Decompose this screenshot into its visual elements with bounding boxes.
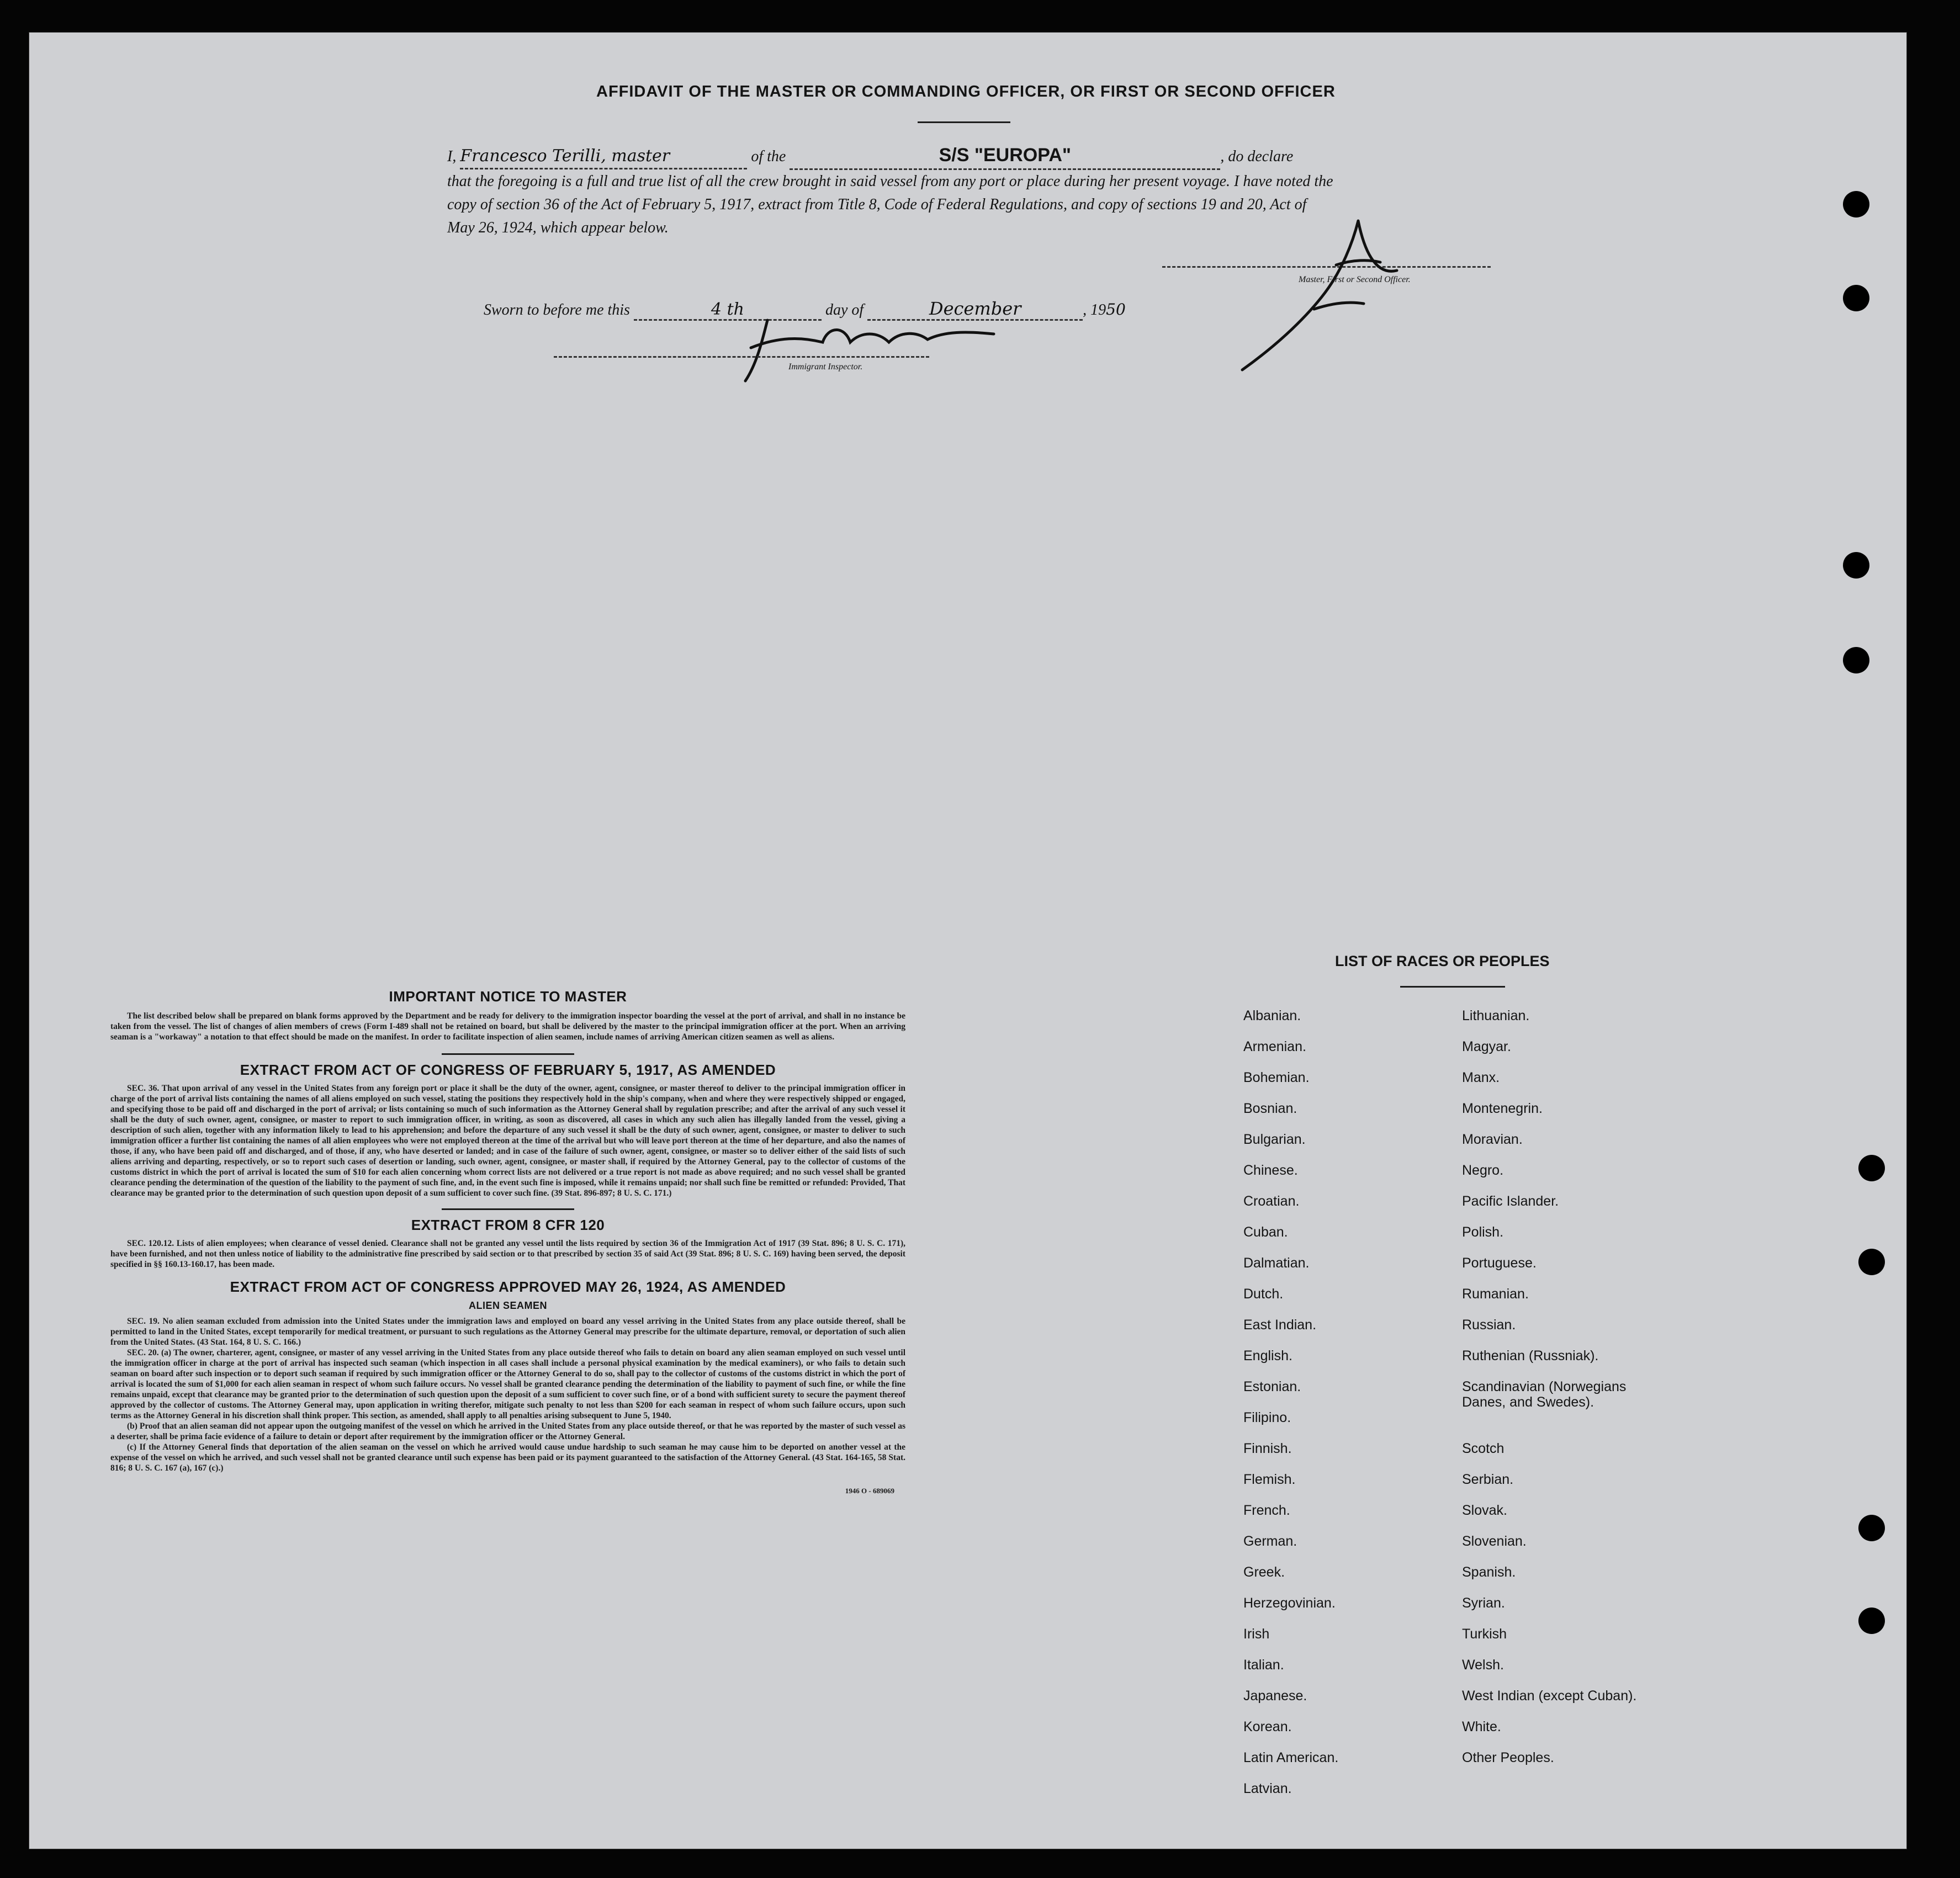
master-signature bbox=[1231, 210, 1408, 375]
race-item: Magyar. bbox=[1462, 1039, 1511, 1054]
races-title-underline bbox=[1400, 986, 1505, 988]
race-item: Flemish. bbox=[1243, 1472, 1296, 1487]
race-item: Moravian. bbox=[1462, 1132, 1523, 1147]
race-item: Italian. bbox=[1243, 1657, 1284, 1673]
race-item: Serbian. bbox=[1462, 1472, 1514, 1487]
race-item: Scandinavian (Norwegians Danes, and Swedes). bbox=[1462, 1379, 1627, 1410]
races-column-2 bbox=[1462, 1008, 1694, 1781]
race-item: Portuguese. bbox=[1462, 1255, 1537, 1271]
race-item: Scotch bbox=[1462, 1441, 1505, 1456]
inspector-signature bbox=[734, 309, 999, 386]
race-item: Dutch. bbox=[1243, 1286, 1284, 1302]
vessel-name-field bbox=[790, 144, 1220, 170]
sec20a-text: SEC. 20. (a) The owner, charterer, agent, consignee, or master of any vessel arriving in the United States from any place outside thereof who fails to detain on board any alien seaman employed on such vessel until the immigration officer in charge at the port of arrival has inspected such seaman (which inspection in all cases shall include a personal physical examination by the medical examiners), or who fails to detain such seaman on board after such inspection or to deport such seaman if required by such immigration officer or the Attorney General to do so, shall pay to the collector of customs of the customs district in which the port of arrival is located the sum of $1,000 for each alien seaman in respect of whom such failure occurs. No vessel shall be granted clearance pending the determination of the liability to payment of such fine, or while the fine remains unpaid, except that clearance may be granted prior to the determination of such question upon the deposit of a sum sufficient to cover such fine, or of a bond with sufficient surety to secure the payment thereof approved by the collector of customs. The Attorney General may, upon application in writing therefor, mitigate such penalty to not less than $200 for each seaman in respect of whom such failure occurs, upon such terms as the Attorney General in his discretion shall think proper. This section, as amended, shall apply to all penalties arising subsequent to June 5, 1940. bbox=[110, 1348, 905, 1420]
race-item: Lithuanian. bbox=[1462, 1008, 1530, 1023]
extract2-text: SEC. 120.12. Lists of alien employees; when clearance of vessel denied. Clearance shall not be granted any vessel until the lists required by section 36 of the Immigration Act of 1917 (39 Stat. 896; 8 U. S. C. 171), have been furnished, and not then unless notice of liability to the administrative fine prescribed by said section or to that prescribed by section 35 of said Act (39 Stat. 896; 8 U. S. C. 169) having been served, the deposit specified in §§ 160.13-160.17, has been made. bbox=[110, 1239, 905, 1269]
races-column-1 bbox=[1243, 1008, 1442, 1812]
race-item: Russian. bbox=[1462, 1317, 1516, 1333]
sworn-month: December bbox=[867, 298, 1083, 321]
race-item: Japanese. bbox=[1243, 1688, 1307, 1704]
race-item: Dalmatian. bbox=[1243, 1255, 1310, 1271]
notice-title: IMPORTANT NOTICE TO MASTER bbox=[389, 988, 627, 1005]
affidavit-title: AFFIDAVIT OF THE MASTER OR COMMANDING OFFICER, OR FIRST OR SECOND OFFICER bbox=[596, 83, 1336, 100]
race-item: Ruthenian (Russniak). bbox=[1462, 1348, 1599, 1364]
race-item: German. bbox=[1243, 1534, 1297, 1549]
races-title: LIST OF RACES OR PEOPLES bbox=[1335, 953, 1550, 969]
race-item: Slovenian. bbox=[1462, 1534, 1527, 1549]
extract1-text: SEC. 36. That upon arrival of any vessel in the United States from any foreign port or place it shall be the duty of the owner, agent, consignee, or master thereof to deliver to the principal immigration officer in charge of the port of arrival lists containing the names of all aliens employed on such vessel, stating the positions they respectively hold in the ship's company, when and where they were respectively shipped or engaged, and specifying those to be paid off and discharged in the port of arrival; or lists containing so much of such information as the Attorney General shall by regulation prescribe; and after the arrival of any such vessel it shall be the duty of such owner, agent, consignee, or master to report to such immigration officer, in writing, as soon as discovered, all cases in which any such alien has illegally landed from the vessel, giving a description of such alien, together with any information likely to lead to his apprehension; and before the departure of any such vessel it shall be the duty of such owner, agent, consignee, or master to deliver to such immigration officer a further list containing the names of all alien employees who were not employed thereon at the time of the arrival but who will leave port thereon at the time of her departure, and also the names of those, if any, who have been paid off and discharged, and of those, if any, who have deserted or landed; and in case of the failure of such owner, agent, consignee, or master so to deliver either of the said lists of such aliens arriving and departing, respectively, or so to report such cases of desertion or landing, such owner, agent, consignee, or master shall, if required by the Attorney General, pay to the collector of customs of the customs district in which the port of arrival is located the sum of $10 for each alien concerning whom correct lists are not delivered or a true report is not made as above required; and no such vessel shall be granted clearance pending the determination of the question of the liability to the payment of such fine, and, in the event such fine is imposed, while it remains unpaid; nor shall such fine be remitted or refunded: Provided, That clearance may be granted prior to the determination of such question upon deposit of a sum sufficient to cover such fine. (39 Stat. 896-897; 8 U. S. C. 171.) bbox=[110, 1084, 905, 1198]
extract1-title: EXTRACT FROM ACT OF CONGRESS OF FEBRUARY 5, 1917, AS AMENDED bbox=[240, 1062, 776, 1078]
race-item: Polish. bbox=[1462, 1224, 1504, 1240]
divider bbox=[442, 1053, 574, 1055]
race-item: Finnish. bbox=[1243, 1441, 1292, 1456]
race-item: Montenegrin. bbox=[1462, 1101, 1543, 1116]
race-item: East Indian. bbox=[1243, 1317, 1317, 1333]
race-item: Welsh. bbox=[1462, 1657, 1504, 1673]
race-item: Estonian. bbox=[1243, 1379, 1301, 1394]
race-item: Turkish bbox=[1462, 1626, 1507, 1642]
race-item: Bohemian. bbox=[1243, 1070, 1310, 1085]
race-item: English. bbox=[1243, 1348, 1292, 1364]
notice-text: The list described below shall be prepared on blank forms approved by the Department and be ready for delivery to the immigration inspector boarding the vessel at the port of arrival, and shall in no instance be taken from the vessel. The list of changes of alien members of crews (Form I-489 shall not be retained on board, but shall be delivered by the master to the principal immigration officer at the port. When an arriving seaman is a "workaway" a notation to that effect should be made on the manifest. In order to facilitate inspection of alien seamen, include names of arriving American citizen seamen as well as aliens. bbox=[110, 1011, 905, 1042]
extract3-subtitle: ALIEN SEAMEN bbox=[468, 1300, 547, 1311]
race-item: Syrian. bbox=[1462, 1595, 1505, 1611]
sworn-line: Sworn to before me this 4 th day of December , 1950 bbox=[484, 298, 1126, 321]
punch-hole bbox=[1843, 191, 1869, 217]
print-code: 1946 O - 689069 bbox=[845, 1487, 894, 1495]
punch-hole bbox=[1858, 1155, 1885, 1181]
race-item: Bulgarian. bbox=[1243, 1132, 1306, 1147]
race-item: Latvian. bbox=[1243, 1781, 1292, 1796]
master-signature-caption: Master, First or Second Officer. bbox=[1299, 275, 1411, 284]
race-item: French. bbox=[1243, 1503, 1290, 1518]
punch-hole bbox=[1843, 647, 1869, 673]
inspector-signature-line bbox=[554, 356, 929, 358]
declaration-line-4: May 26, 1924, which appear below. bbox=[447, 219, 669, 236]
race-item: Slovak. bbox=[1462, 1503, 1507, 1518]
extract3-title: EXTRACT FROM ACT OF CONGRESS APPROVED MAY 26, 1924, AS AMENDED bbox=[230, 1278, 786, 1295]
title-underline bbox=[918, 121, 1010, 123]
vessel-name: S/S "EUROPA" bbox=[939, 145, 1072, 166]
race-item: Croatian. bbox=[1243, 1193, 1300, 1209]
declaration-line-2: that the foregoing is a full and true list of all the crew brought in said vessel from any port or place during her present voyage. I have noted the bbox=[447, 173, 1333, 190]
sec20c-text: (c) If the Attorney General finds that deportation of the alien seaman on the vessel on which he arrived would cause undue hardship to such seaman he may cause him to be deported on another vessel at the expense of the vessel on which he arrived, and such vessel shall not be granted clearance until such expense has been paid or its payment guaranteed to the satisfaction of the Attorney General. (43 Stat. 164-165, 58 Stat. 816; 8 U. S. C. 167 (a), 167 (c).) bbox=[110, 1442, 905, 1473]
race-item: Cuban. bbox=[1243, 1224, 1288, 1240]
punch-hole bbox=[1843, 552, 1869, 579]
race-item: Armenian. bbox=[1243, 1039, 1306, 1054]
divider bbox=[442, 1208, 574, 1210]
master-name-handwritten: Francesco Terilli, master bbox=[460, 145, 747, 169]
sec19-text: SEC. 19. No alien seaman excluded from admission into the United States under the immigration laws and employed on board any vessel arriving in the United States from any place outside thereof, shall be permitted to land in the United States, except temporarily for medical treatment, or pursuant to such regulations as the Attorney General may prescribe for the ultimate departure, removal, or deportation of such alien from the United States. (43 Stat. 164, 8 U. S. C. 166.) bbox=[110, 1317, 905, 1347]
sworn-day: 4 th bbox=[634, 300, 822, 321]
race-item: Pacific Islander. bbox=[1462, 1193, 1559, 1209]
race-item: Korean. bbox=[1243, 1719, 1292, 1734]
race-item: Albanian. bbox=[1243, 1008, 1301, 1023]
race-item: West Indian (except Cuban). bbox=[1462, 1688, 1637, 1704]
punch-hole bbox=[1858, 1249, 1885, 1275]
race-item: White. bbox=[1462, 1719, 1501, 1734]
declaration-line-3: copy of section 36 of the Act of February 5, 1917, extract from Title 8, Code of Federal Regulations, and copy of sections 19 and 20, Act of bbox=[447, 196, 1307, 213]
punch-hole bbox=[1843, 285, 1869, 311]
race-item: Bosnian. bbox=[1243, 1101, 1297, 1116]
race-item: Herzegovinian. bbox=[1243, 1595, 1336, 1611]
race-item: Rumanian. bbox=[1462, 1286, 1529, 1302]
race-item: Other Peoples. bbox=[1462, 1750, 1554, 1765]
sworn-year: 50 bbox=[1106, 300, 1126, 319]
race-item: Chinese. bbox=[1243, 1163, 1298, 1178]
sec20b-text: (b) Proof that an alien seaman did not appear upon the outgoing manifest of the vessel on which he arrived in the United States from any place outside thereof, or that he was reported by the master of such vessel as a deserter, shall be prima facie evidence of a failure to detain or deport after requirement by the immigration officer or the Attorney General. bbox=[110, 1421, 905, 1441]
race-item: Greek. bbox=[1243, 1564, 1285, 1580]
extract2-title: EXTRACT FROM 8 CFR 120 bbox=[411, 1217, 605, 1233]
race-item: Manx. bbox=[1462, 1070, 1500, 1085]
race-item: Negro. bbox=[1462, 1163, 1504, 1178]
declaration-line-1: I, Francesco Terilli, master of the S/S "EUROPA" , do declare bbox=[447, 144, 1496, 170]
race-item: Spanish. bbox=[1462, 1564, 1516, 1580]
inspector-caption: Immigrant Inspector. bbox=[788, 362, 863, 372]
race-item: Filipino. bbox=[1243, 1410, 1291, 1425]
notice-section bbox=[110, 988, 905, 1496]
punch-hole bbox=[1858, 1515, 1885, 1541]
race-item: Irish bbox=[1243, 1626, 1270, 1642]
punch-hole bbox=[1858, 1608, 1885, 1634]
race-item: Latin American. bbox=[1243, 1750, 1339, 1765]
